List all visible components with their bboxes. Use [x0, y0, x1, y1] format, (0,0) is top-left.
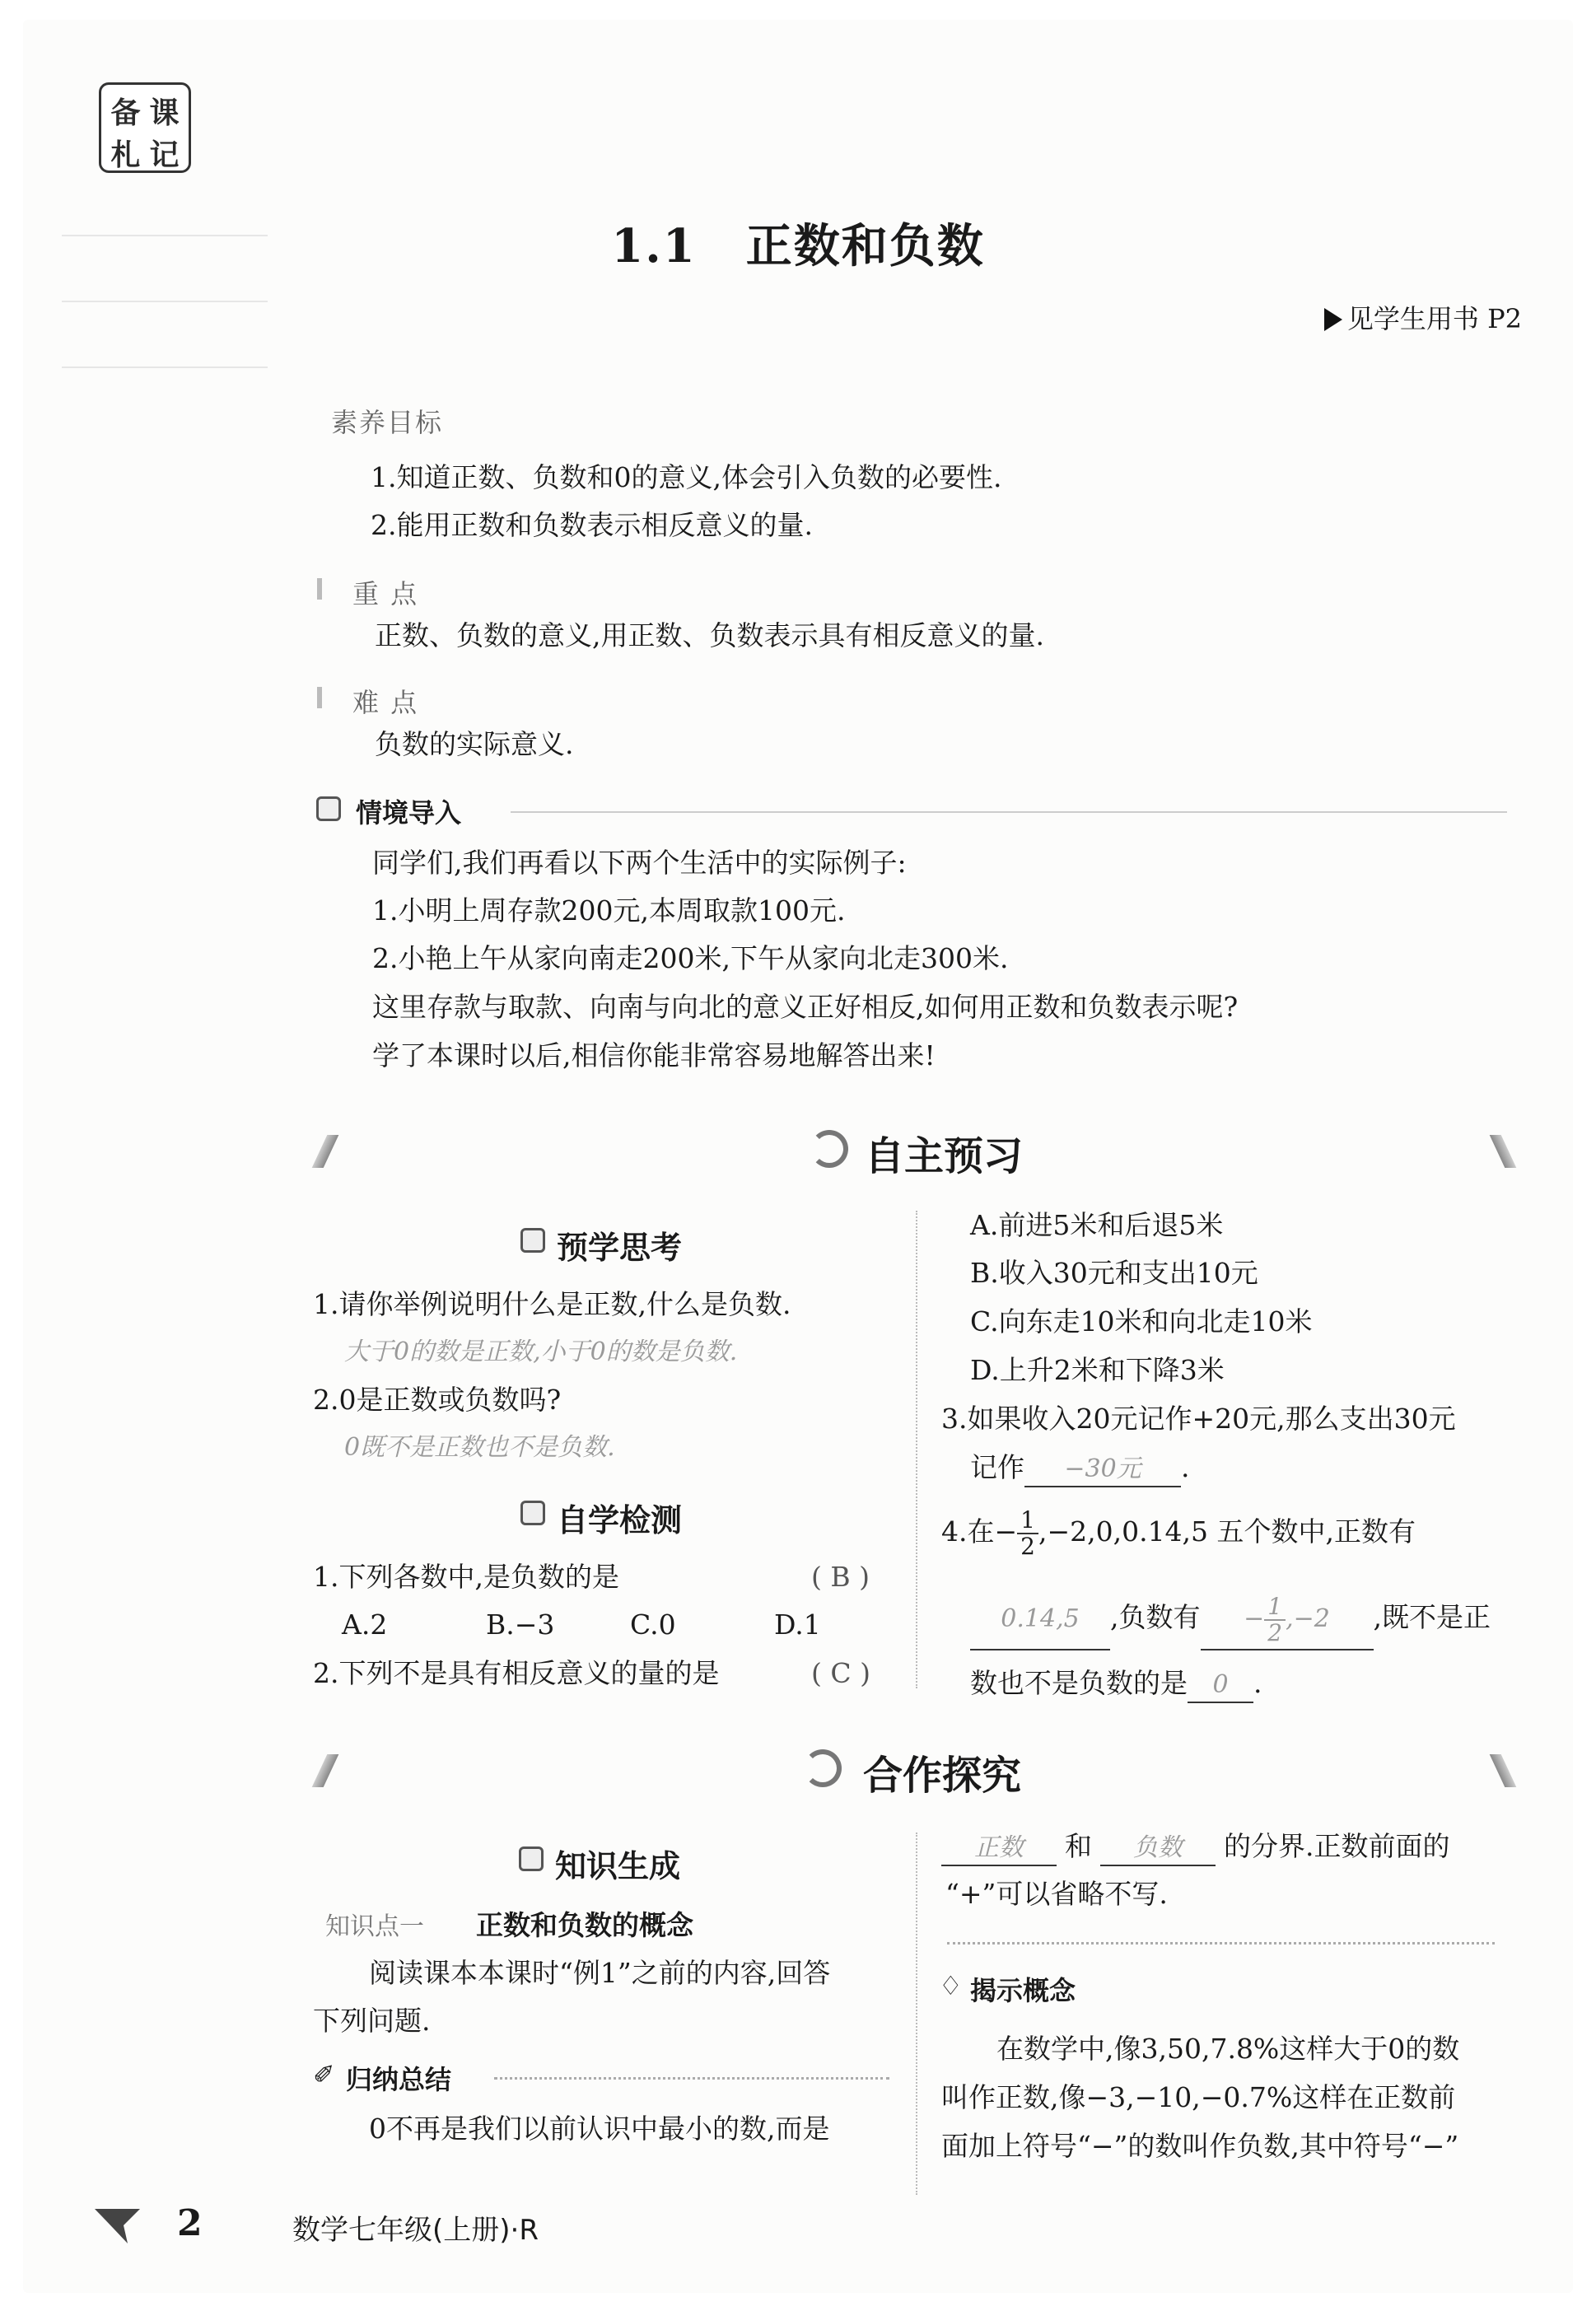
body-text: 在数学中,像3,50,7.8%这样大于0的数: [996, 2033, 1460, 2065]
question-text: 2.下列不是具有相反意义的量的是: [313, 1657, 720, 1689]
question-line: [970, 1588, 1491, 1650]
question-fragment: .: [1181, 1451, 1190, 1483]
key-point-label: 重 点: [352, 578, 419, 609]
goal-item: 2.能用正数和负数表示相反意义的量.: [371, 509, 813, 541]
stamp-char: 记: [149, 138, 180, 172]
option-text: C.0: [630, 1608, 676, 1641]
key-point-marker: [317, 578, 322, 600]
question-fragment: 数也不是负数的是: [970, 1667, 1188, 1699]
check-icon: [520, 1501, 545, 1525]
option-text: B.−3: [486, 1608, 555, 1641]
body-text: “+”可以省略不写.: [945, 1878, 1168, 1910]
question-line: [970, 1451, 1190, 1487]
option-text: C.向东走10米和向北走10米: [970, 1305, 1313, 1338]
book-title: 数学七年级(上册)·R: [292, 2214, 539, 2247]
option-text: B.收入30元和支出10元: [970, 1257, 1258, 1289]
answer-fragment: −: [1244, 1604, 1265, 1633]
check-heading: 自学检测: [557, 1502, 683, 1538]
stamp-char: 札: [110, 138, 141, 172]
answer-blank: 0: [1188, 1669, 1253, 1703]
footer-logo-icon: [91, 2201, 148, 2247]
question-line: [941, 1502, 1416, 1562]
situation-line: 2.小艳上午从家向南走200米,下午从家向北走300米.: [372, 942, 1009, 974]
situation-label: 情境导入: [356, 797, 462, 829]
swirl-icon: [810, 1130, 848, 1168]
answer-blank: 正数: [941, 1832, 1057, 1866]
option-text: A.2: [342, 1608, 388, 1641]
body-text: 面加上符号“−”的数叫作负数,其中符号“−”: [941, 2130, 1459, 2162]
question-fragment: .: [1253, 1667, 1262, 1699]
knowledge-heading: 知识生成: [555, 1848, 681, 1884]
column-divider: [916, 1832, 917, 2195]
question-text: 3.如果收入20元记作+20元,那么支出30元: [941, 1403, 1456, 1435]
knowledge-point-label: 知识点一: [325, 1912, 424, 1941]
question-fragment: ,既不是正: [1373, 1601, 1491, 1633]
cooperation-heading: 合作探究: [863, 1753, 1022, 1799]
fraction-denominator: 2: [1267, 1619, 1283, 1646]
chat-icon: [316, 796, 341, 821]
question-text: 1.请你举例说明什么是正数,什么是负数.: [313, 1288, 791, 1320]
answer-blank: −30元: [1024, 1453, 1181, 1487]
knowledge-point-title: 正数和负数的概念: [476, 1909, 693, 1941]
think-heading: 预学思考: [557, 1230, 683, 1266]
question-fragment: ,负数有: [1110, 1601, 1201, 1633]
choice-answer: ( B ): [811, 1561, 870, 1593]
section-title: 正数和负数: [745, 220, 985, 273]
body-text: 0不再是我们以前认识中最小的数,而是: [369, 2113, 830, 2145]
handwritten-answer: 大于0的数是正数,小于0的数是负数.: [344, 1338, 738, 1366]
question-text: 1.下列各数中,是负数的是: [313, 1561, 619, 1593]
knowledge-icon: [519, 1846, 544, 1871]
column-divider: [916, 1211, 917, 1688]
situation-line: 这里存款与取款、向南与向北的意义正好相反,如何用正数和负数表示呢?: [372, 991, 1239, 1023]
fraction-numerator: 1: [1017, 1508, 1038, 1534]
question-fragment: 记作: [970, 1451, 1024, 1483]
summary-label: 归纳总结: [346, 2064, 452, 2095]
body-line: [941, 1830, 1450, 1866]
fraction-denominator: 2: [1020, 1533, 1035, 1560]
body-text: 下列问题.: [313, 2005, 431, 2037]
situation-line: 学了本课时以后,相信你能非常容易地解答出来!: [372, 1039, 936, 1071]
body-text: 叫作正数,像−3,−10,−0.7%这样在正数前: [941, 2081, 1456, 2113]
section-divider: [947, 1942, 1495, 1945]
section-number: 1.1: [611, 219, 697, 273]
body-text: 阅读课本本课时“例1”之前的内容,回答: [369, 1957, 831, 1989]
self-preview-heading: 自主预习: [865, 1133, 1024, 1179]
pen-icon: ✐: [313, 2059, 335, 2090]
stamp-char: 备: [110, 96, 141, 130]
goals-label: 素养目标: [331, 407, 444, 438]
page-title: [0, 210, 1596, 276]
question-fragment: 4.在−: [941, 1515, 1018, 1548]
reveal-label: 揭示概念: [970, 1975, 1076, 2006]
answer-blank: [1201, 1590, 1374, 1650]
reference-text: 见学生用书 P2: [1346, 303, 1522, 334]
difficulty-text: 负数的实际意义.: [375, 728, 574, 760]
swirl-icon: [804, 1749, 842, 1787]
question-fragment: ,−2,0,0.14,5 五个数中,正数有: [1038, 1515, 1416, 1548]
body-fragment: 和: [1065, 1830, 1092, 1862]
think-icon: [520, 1228, 545, 1253]
key-point-text: 正数、负数的意义,用正数、负数表示具有相反意义的量.: [375, 619, 1044, 651]
page-background: [23, 20, 1573, 2293]
body-fragment: 的分界.正数前面的: [1224, 1830, 1450, 1862]
answer-blank: 负数: [1100, 1832, 1216, 1866]
situation-line: 同学们,我们再看以下两个生活中的实际例子:: [372, 847, 907, 879]
fraction-half: [1017, 1508, 1038, 1559]
bulb-icon: ♢: [939, 1970, 963, 2001]
fraction-half: [1264, 1594, 1286, 1646]
answer-blank: 0.14,5: [970, 1590, 1110, 1650]
stamp-char: 课: [149, 96, 180, 130]
choice-answer: ( C ): [811, 1657, 870, 1689]
handwritten-answer: 0既不是正数也不是负数.: [344, 1433, 615, 1462]
margin-note-line: [62, 301, 268, 302]
section-divider: [511, 811, 1507, 813]
goal-item: 1.知道正数、负数和0的意义,体会引入负数的必要性.: [371, 461, 1002, 493]
student-book-reference: [1324, 298, 1522, 336]
lesson-notes-stamp: [99, 82, 191, 173]
page-number: 2: [177, 2202, 203, 2244]
fraction-numerator: 1: [1264, 1594, 1286, 1621]
margin-note-line: [62, 366, 268, 368]
option-text: D.上升2米和下降3米: [970, 1354, 1225, 1386]
section-divider: [494, 2077, 889, 2080]
option-text: A.前进5米和后退5米: [970, 1209, 1224, 1241]
question-text: 2.0是正数或负数吗?: [313, 1384, 562, 1416]
difficulty-label: 难 点: [352, 687, 419, 718]
option-text: D.1: [774, 1608, 821, 1641]
play-triangle-icon: [1324, 308, 1342, 331]
difficulty-marker: [317, 687, 322, 708]
situation-line: 1.小明上周存款200元,本周取款100元.: [372, 894, 846, 927]
question-line: [970, 1667, 1262, 1703]
answer-fragment: ,−2: [1286, 1604, 1330, 1633]
